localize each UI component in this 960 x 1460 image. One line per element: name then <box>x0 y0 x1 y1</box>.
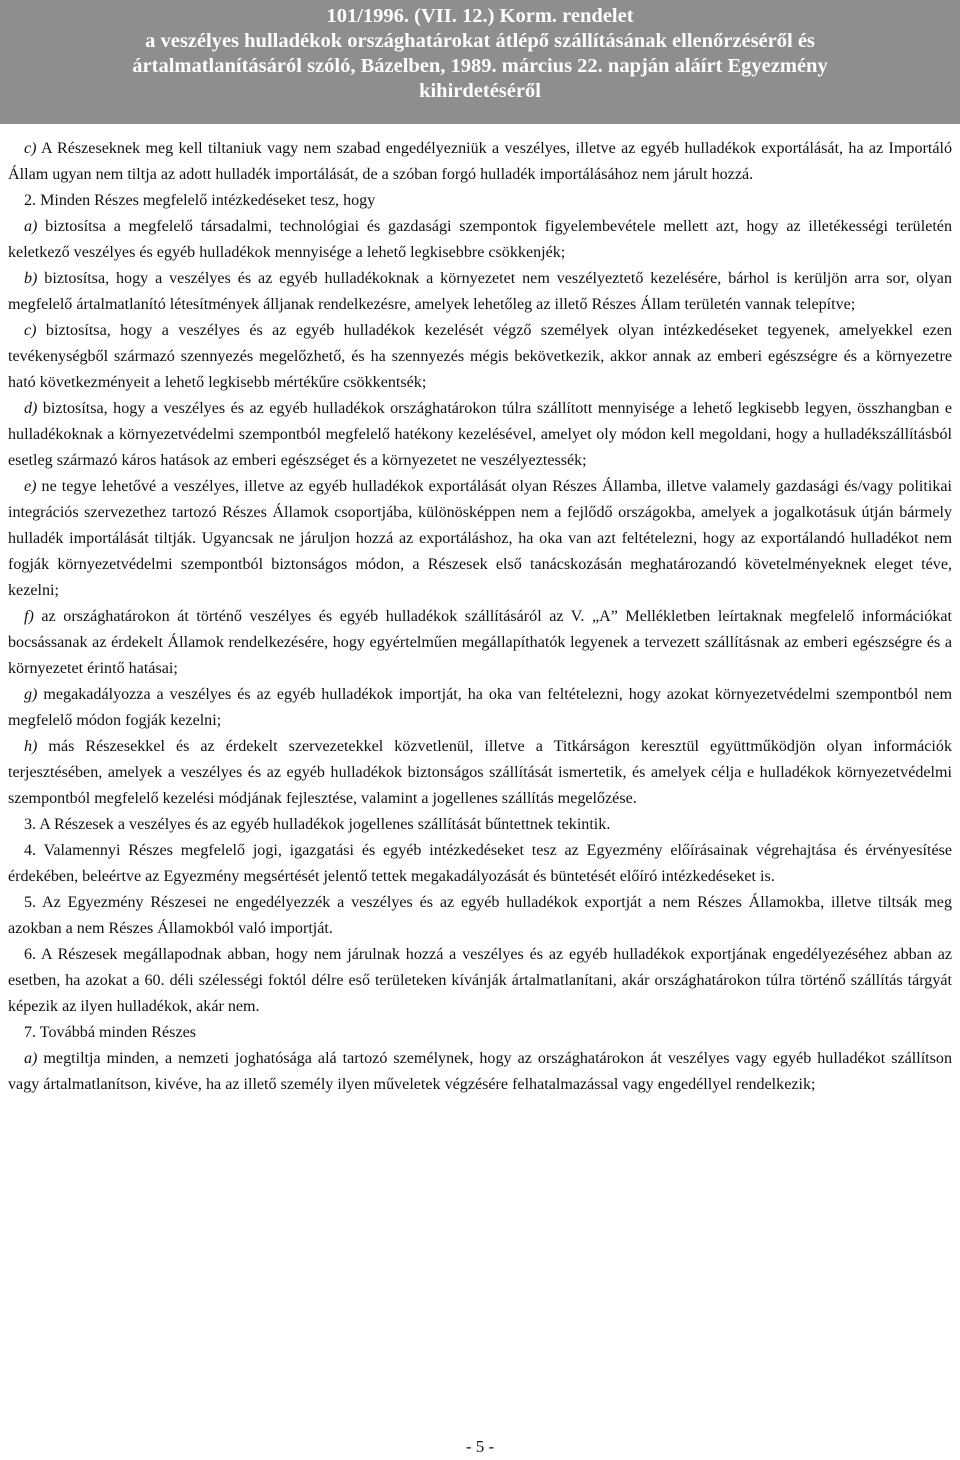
paragraph-5: 5. Az Egyezmény Részesei ne engedélyezzék a veszélyes és az egyéb hulladékok exportját a nem Részes Államokba, illetve tiltsák meg azokban a nem Részes Államokból való importját. <box>8 894 952 937</box>
paragraph-1c <box>8 136 952 188</box>
header-line-2: a veszélyes hulladékok országhatárokat átlépő szállításának ellenőrzéséről és <box>145 30 815 52</box>
paragraph-2c <box>8 318 952 396</box>
item-label: h) <box>24 738 38 755</box>
paragraph-text: ne tegye lehetővé a veszélyes, illetve az egyéb hulladékok exportálását olyan Részes Államba, illetve valamely gazdasági és/vagy politikai integrációs szervezethez tartozó Részes Államok csoportjába, különösképpen nem a fejlődő országokba, amelyek a jogalkotásuk útján bármely hulladék importálását tiltják. Ugyancsak ne járuljon hozzá az exportáláshoz, ha oka van azt feltételezni, hogy az exportálandó hulladékot nem fogják környezetvédelmi szempontból biztonságos módon, a Részesek első tanácskozásán meghatározandó követelményeknek eleget téve, kezelni; <box>8 478 952 599</box>
item-label: f) <box>24 608 34 625</box>
paragraph-7a <box>8 1046 952 1098</box>
paragraph-4: 4. Valamennyi Részes megfelelő jogi, igazgatási és egyéb intézkedéseket tesz az Egyezmény előírásainak végrehajtása és érvényesítése érdekében, beleértve az Egyezmény megsértését jelentő tettek megakadályozását és büntetését előíró intézkedéseket is. <box>8 842 952 885</box>
paragraph-text: az országhatárokon át történő veszélyes és egyéb hulladékok szállításáról az V. „A” Mellékletben leírtaknak megfelelő információkat bocsássanak az érdekelt Államok rendelkezésére, hogy egyértelműen megállapíthatók legyenek a tervezett szállításnak az emberi egészségre és a környezetet érintő hatásai; <box>8 608 952 677</box>
item-label: d) <box>24 400 38 417</box>
paragraph-2b <box>8 266 952 318</box>
paragraph-6: 6. A Részesek megállapodnak abban, hogy nem járulnak hozzá a veszélyes és az egyéb hulladékok exportjának engedélyezéséhez abban az esetben, ha azokat a 60. déli szélességi foktól délre eső területeken kívánják ártalmatlanítani, akár országhatárokon túlra történő szállítás tárgyát képezik az ilyen hulladékok, akár nem. <box>8 946 952 1015</box>
paragraph-text: megakadályozza a veszélyes és az egyéb hulladékok importját, ha oka van feltételezni, hogy azokat környezetvédelmi szempontból nem megfelelő módon fogják kezelni; <box>8 686 952 729</box>
document-header <box>0 0 960 124</box>
paragraph-text: biztosítsa, hogy a veszélyes és az egyéb hulladékok országhatárokon túlra szállított mennyisége a lehető legkisebb legyen, összhangban e hulladékoknak a környezetvédelmi szempontból megfelelő hatékony kezelésével, amelyet oly módon kell megoldani, hogy a hulladékszállításból esetleg származó káros hatások az emberi egészséget és a környezetet ne veszélyeztessék; <box>8 400 952 469</box>
item-label: c) <box>24 322 37 339</box>
paragraph-2a <box>8 214 952 266</box>
header-line-4: kihirdetéséről <box>419 80 541 102</box>
header-line-3: ártalmatlanításáról szóló, Bázelben, 1989. március 22. napján aláírt Egyezmény <box>132 55 828 77</box>
header-line-1: 101/1996. (VII. 12.) Korm. rendelet <box>326 5 634 27</box>
item-label: c) <box>24 140 37 157</box>
paragraph-7: 7. Továbbá minden Részes <box>24 1024 196 1041</box>
paragraph-text: megtiltja minden, a nemzeti joghatósága alá tartozó személynek, hogy az országhatárokon át veszélyes vagy egyéb hulladékot szállítson vagy ártalmatlanítson, kivéve, ha az illető személy ilyen műveletek végzésére felhatalmazással vagy engedéllyel rendelkezik; <box>8 1050 952 1093</box>
page-number: - 5 - <box>465 1437 495 1456</box>
paragraph-2d <box>8 396 952 474</box>
document-body <box>8 136 952 1098</box>
paragraph-2g <box>8 682 952 734</box>
paragraph-text: biztosítsa, hogy a veszélyes és az egyéb hulladékoknak a környezetet nem veszélyeztető kezelésére, bárhol is kerüljön arra sor, olyan megfelelő ártalmatlanító létesítmények álljanak rendelkezésre, amelyek lehetőleg az illető Részes Állam területén vannak telepítve; <box>8 270 952 313</box>
paragraph-text: más Részesekkel és az érdekelt szervezetekkel közvetlenül, illetve a Titkárságon keresztül együttműködjön olyan információk terjesztésében, amelyek a veszélyes és az egyéb hulladékok biztonságos szállítását ismertetik, és amelyek célja e hulladékok környezetvédelmi szempontból megfelelő kezelési módjának fejlesztése, valamint a jogellenes szállítás megelőzése. <box>8 738 952 807</box>
item-label: g) <box>24 686 38 703</box>
paragraph-text: A Részeseknek meg kell tiltaniuk vagy nem szabad engedélyezniük a veszélyes, illetve az egyéb hulladékok exportálását, ha az Importáló Állam ugyan nem tiltja az adott hulladék importálását, de a szóban forgó hulladék importálásához nem járult hozzá. <box>8 140 952 183</box>
item-label: a) <box>24 218 38 235</box>
paragraph-2f <box>8 604 952 682</box>
paragraph-text: biztosítsa a megfelelő társadalmi, technológiai és gazdasági szempontok figyelembevétele mellett azt, hogy az illetékességi területén keletkező veszélyes és egyéb hulladékok mennyisége a lehető legkisebbre csökkenjék; <box>8 218 952 261</box>
item-label: a) <box>24 1050 38 1067</box>
paragraph-2: 2. Minden Részes megfelelő intézkedéseket tesz, hogy <box>24 192 376 209</box>
paragraph-text: biztosítsa, hogy a veszélyes és az egyéb hulladékok kezelését végző személyek olyan intézkedéseket tegyenek, amelyekkel ezen tevékenységből származó szennyezés megelőzhető, és ha szennyezés mégis bekövetkezik, akkor annak az emberi egészségre és a környezetre ható következményeit a lehető legkisebb mértékűre csökkentsék; <box>8 322 952 391</box>
paragraph-2e <box>8 474 952 604</box>
paragraph-3: 3. A Részesek a veszélyes és az egyéb hulladékok jogellenes szállítását bűntettnek tekintik. <box>24 816 611 833</box>
paragraph-2h <box>8 734 952 812</box>
item-label: e) <box>24 478 37 495</box>
item-label: b) <box>24 270 38 287</box>
